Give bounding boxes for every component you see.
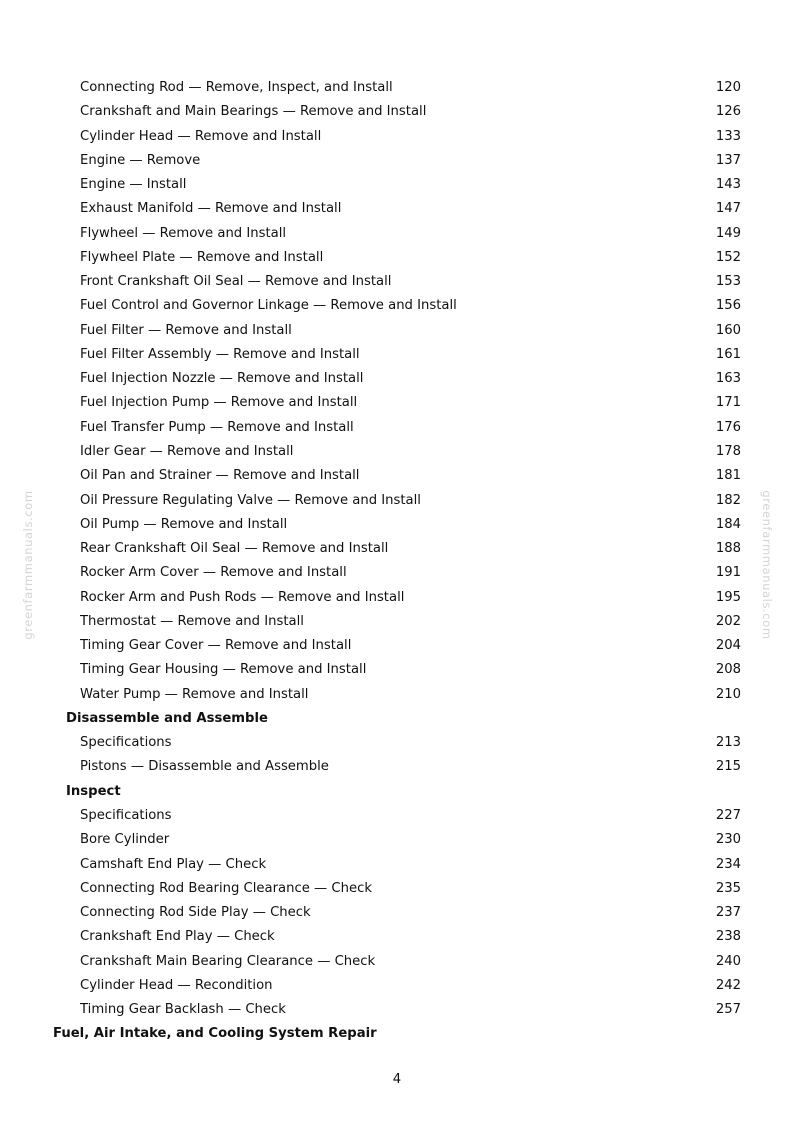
toc-entry-title: Rocker Arm and Push Rods — Remove and Install <box>80 589 405 605</box>
toc-entry-page: 143 <box>715 177 741 193</box>
toc-entry-title: Pistons — Disassemble and Assemble <box>80 759 329 775</box>
toc-section-heading[interactable] <box>0 1022 794 1046</box>
toc-entry-title: Oil Pump — Remove and Install <box>80 516 288 532</box>
page-number: 4 <box>392 1072 402 1087</box>
toc-entry-title: Rocker Arm Cover — Remove and Install <box>80 565 347 581</box>
toc-entry-title: Specifications <box>80 807 172 823</box>
toc-entry-title: Fuel Transfer Pump — Remove and Install <box>80 419 354 435</box>
toc-entry[interactable] <box>0 416 794 440</box>
toc-entry-title: Disassemble and Assemble <box>66 710 268 726</box>
toc-entry-page: 171 <box>715 395 741 411</box>
toc-entry[interactable] <box>0 149 794 173</box>
toc-entry-page: 202 <box>715 613 741 629</box>
toc-entry-title: Timing Gear Backlash — Check <box>80 1002 286 1018</box>
toc-entry-page: 178 <box>715 443 741 459</box>
toc-section-heading[interactable] <box>0 780 794 804</box>
toc-entry-title: Timing Gear Housing — Remove and Install <box>80 662 367 678</box>
toc-entry-title: Connecting Rod Bearing Clearance — Check <box>80 880 372 896</box>
toc-entry-title: Cylinder Head — Remove and Install <box>80 128 322 144</box>
toc-entry-page: 184 <box>715 516 741 532</box>
toc-entry-title: Flywheel — Remove and Install <box>80 225 287 241</box>
toc-entry[interactable] <box>0 755 794 779</box>
toc-entry-page: 204 <box>715 638 741 654</box>
toc-entry[interactable] <box>0 440 794 464</box>
toc-entry-title: Exhaust Manifold — Remove and Install <box>80 201 342 217</box>
toc-entry-page: 181 <box>715 468 741 484</box>
toc-entry[interactable] <box>0 658 794 682</box>
toc-entry-page: 195 <box>715 589 741 605</box>
toc-entry[interactable] <box>0 513 794 537</box>
toc-entry-page: 210 <box>715 686 741 702</box>
table-of-contents <box>0 76 794 1047</box>
toc-entry[interactable] <box>0 561 794 585</box>
toc-entry-page: 227 <box>715 807 741 823</box>
toc-entry-page: 238 <box>715 929 741 945</box>
toc-entry[interactable] <box>0 950 794 974</box>
toc-entry-title: Engine — Install <box>80 177 187 193</box>
toc-entry-title: Fuel Filter — Remove and Install <box>80 322 292 338</box>
toc-entry-title: Fuel Control and Governor Linkage — Remove and Install <box>80 298 457 314</box>
toc-entry[interactable] <box>0 76 794 100</box>
toc-entry-page: 137 <box>715 152 741 168</box>
toc-entry-page: 149 <box>715 225 741 241</box>
toc-entry-page: 191 <box>715 565 741 581</box>
toc-entry[interactable] <box>0 464 794 488</box>
toc-entry-page: 160 <box>715 322 741 338</box>
toc-entry-page: 126 <box>715 104 741 120</box>
toc-entry-page: 163 <box>715 371 741 387</box>
toc-entry[interactable] <box>0 828 794 852</box>
toc-entry-title: Crankshaft End Play — Check <box>80 929 275 945</box>
toc-entry-title: Fuel Injection Pump — Remove and Install <box>80 395 358 411</box>
toc-entry-page: 237 <box>715 905 741 921</box>
toc-entry-title: Connecting Rod — Remove, Inspect, and Install <box>80 80 393 95</box>
watermark-left: greenfarmmanuals.com <box>21 490 35 640</box>
toc-entry-title: Oil Pressure Regulating Valve — Remove and Install <box>80 492 421 508</box>
toc-entry[interactable] <box>0 634 794 658</box>
toc-entry[interactable] <box>0 319 794 343</box>
toc-entry-title: Cylinder Head — Recondition <box>80 977 273 993</box>
toc-entry-title: Oil Pan and Strainer — Remove and Install <box>80 468 360 484</box>
toc-entry[interactable] <box>0 246 794 270</box>
toc-entry[interactable] <box>0 731 794 755</box>
toc-entry[interactable] <box>0 294 794 318</box>
toc-entry-page: 188 <box>715 541 741 557</box>
toc-entry[interactable] <box>0 853 794 877</box>
toc-entry-title: Camshaft End Play — Check <box>80 856 267 872</box>
toc-entry[interactable] <box>0 877 794 901</box>
toc-entry[interactable] <box>0 222 794 246</box>
toc-entry-title: Fuel Injection Nozzle — Remove and Install <box>80 371 364 387</box>
toc-entry[interactable] <box>0 610 794 634</box>
toc-entry[interactable] <box>0 901 794 925</box>
toc-entry-page: 242 <box>715 977 741 993</box>
toc-entry-title: Water Pump — Remove and Install <box>80 686 309 702</box>
toc-entry[interactable] <box>0 974 794 998</box>
toc-entry[interactable] <box>0 537 794 561</box>
toc-entry[interactable] <box>0 586 794 610</box>
toc-entry-page: 182 <box>715 492 741 508</box>
toc-entry[interactable] <box>0 683 794 707</box>
toc-entry[interactable] <box>0 489 794 513</box>
watermark-right: greenfarmmanuals.com <box>760 490 774 640</box>
toc-entry-title: Thermostat — Remove and Install <box>80 613 304 629</box>
toc-section-heading[interactable] <box>0 707 794 731</box>
toc-entry-page: 240 <box>715 953 741 969</box>
toc-entry[interactable] <box>0 925 794 949</box>
toc-entry-title: Rear Crankshaft Oil Seal — Remove and Install <box>80 541 389 557</box>
toc-entry[interactable] <box>0 125 794 149</box>
toc-entry-page: 161 <box>715 346 741 362</box>
toc-entry-page: 213 <box>715 735 741 751</box>
toc-entry-page: 235 <box>715 880 741 896</box>
toc-entry-title: Idler Gear — Remove and Install <box>80 443 294 459</box>
toc-entry-title: Crankshaft and Main Bearings — Remove and Install <box>80 104 427 120</box>
toc-entry-page: 120 <box>715 80 741 95</box>
toc-entry-page: 153 <box>715 274 741 290</box>
toc-entry[interactable] <box>0 804 794 828</box>
toc-entry[interactable] <box>0 173 794 197</box>
toc-entry-page: 133 <box>715 128 741 144</box>
toc-entry-title: Engine — Remove <box>80 152 201 168</box>
toc-entry-title: Front Crankshaft Oil Seal — Remove and Install <box>80 274 392 290</box>
toc-entry-page: 257 <box>715 1002 741 1018</box>
toc-entry-title: Bore Cylinder <box>80 832 170 848</box>
toc-entry-page: 230 <box>715 832 741 848</box>
toc-entry[interactable] <box>0 270 794 294</box>
toc-entry-title: Flywheel Plate — Remove and Install <box>80 249 324 265</box>
toc-entry-page: 156 <box>715 298 741 314</box>
toc-entry-title: Timing Gear Cover — Remove and Install <box>80 638 352 654</box>
toc-entry[interactable] <box>0 367 794 391</box>
toc-entry[interactable] <box>0 100 794 124</box>
toc-entry[interactable] <box>0 998 794 1022</box>
toc-entry-title: Inspect <box>66 783 121 799</box>
toc-entry-title: Crankshaft Main Bearing Clearance — Check <box>80 953 376 969</box>
toc-entry-title: Fuel, Air Intake, and Cooling System Repair <box>53 1026 377 1042</box>
toc-entry[interactable] <box>0 197 794 221</box>
toc-entry-page: 234 <box>715 856 741 872</box>
toc-entry[interactable] <box>0 391 794 415</box>
toc-entry-title: Specifications <box>80 735 172 751</box>
toc-entry-page: 215 <box>715 759 741 775</box>
toc-entry[interactable] <box>0 343 794 367</box>
toc-entry-title: Connecting Rod Side Play — Check <box>80 905 311 921</box>
toc-entry-page: 208 <box>715 662 741 678</box>
toc-entry-page: 176 <box>715 419 741 435</box>
toc-entry-page: 147 <box>715 201 741 217</box>
toc-entry-page: 152 <box>715 249 741 265</box>
toc-entry-title: Fuel Filter Assembly — Remove and Install <box>80 346 360 362</box>
